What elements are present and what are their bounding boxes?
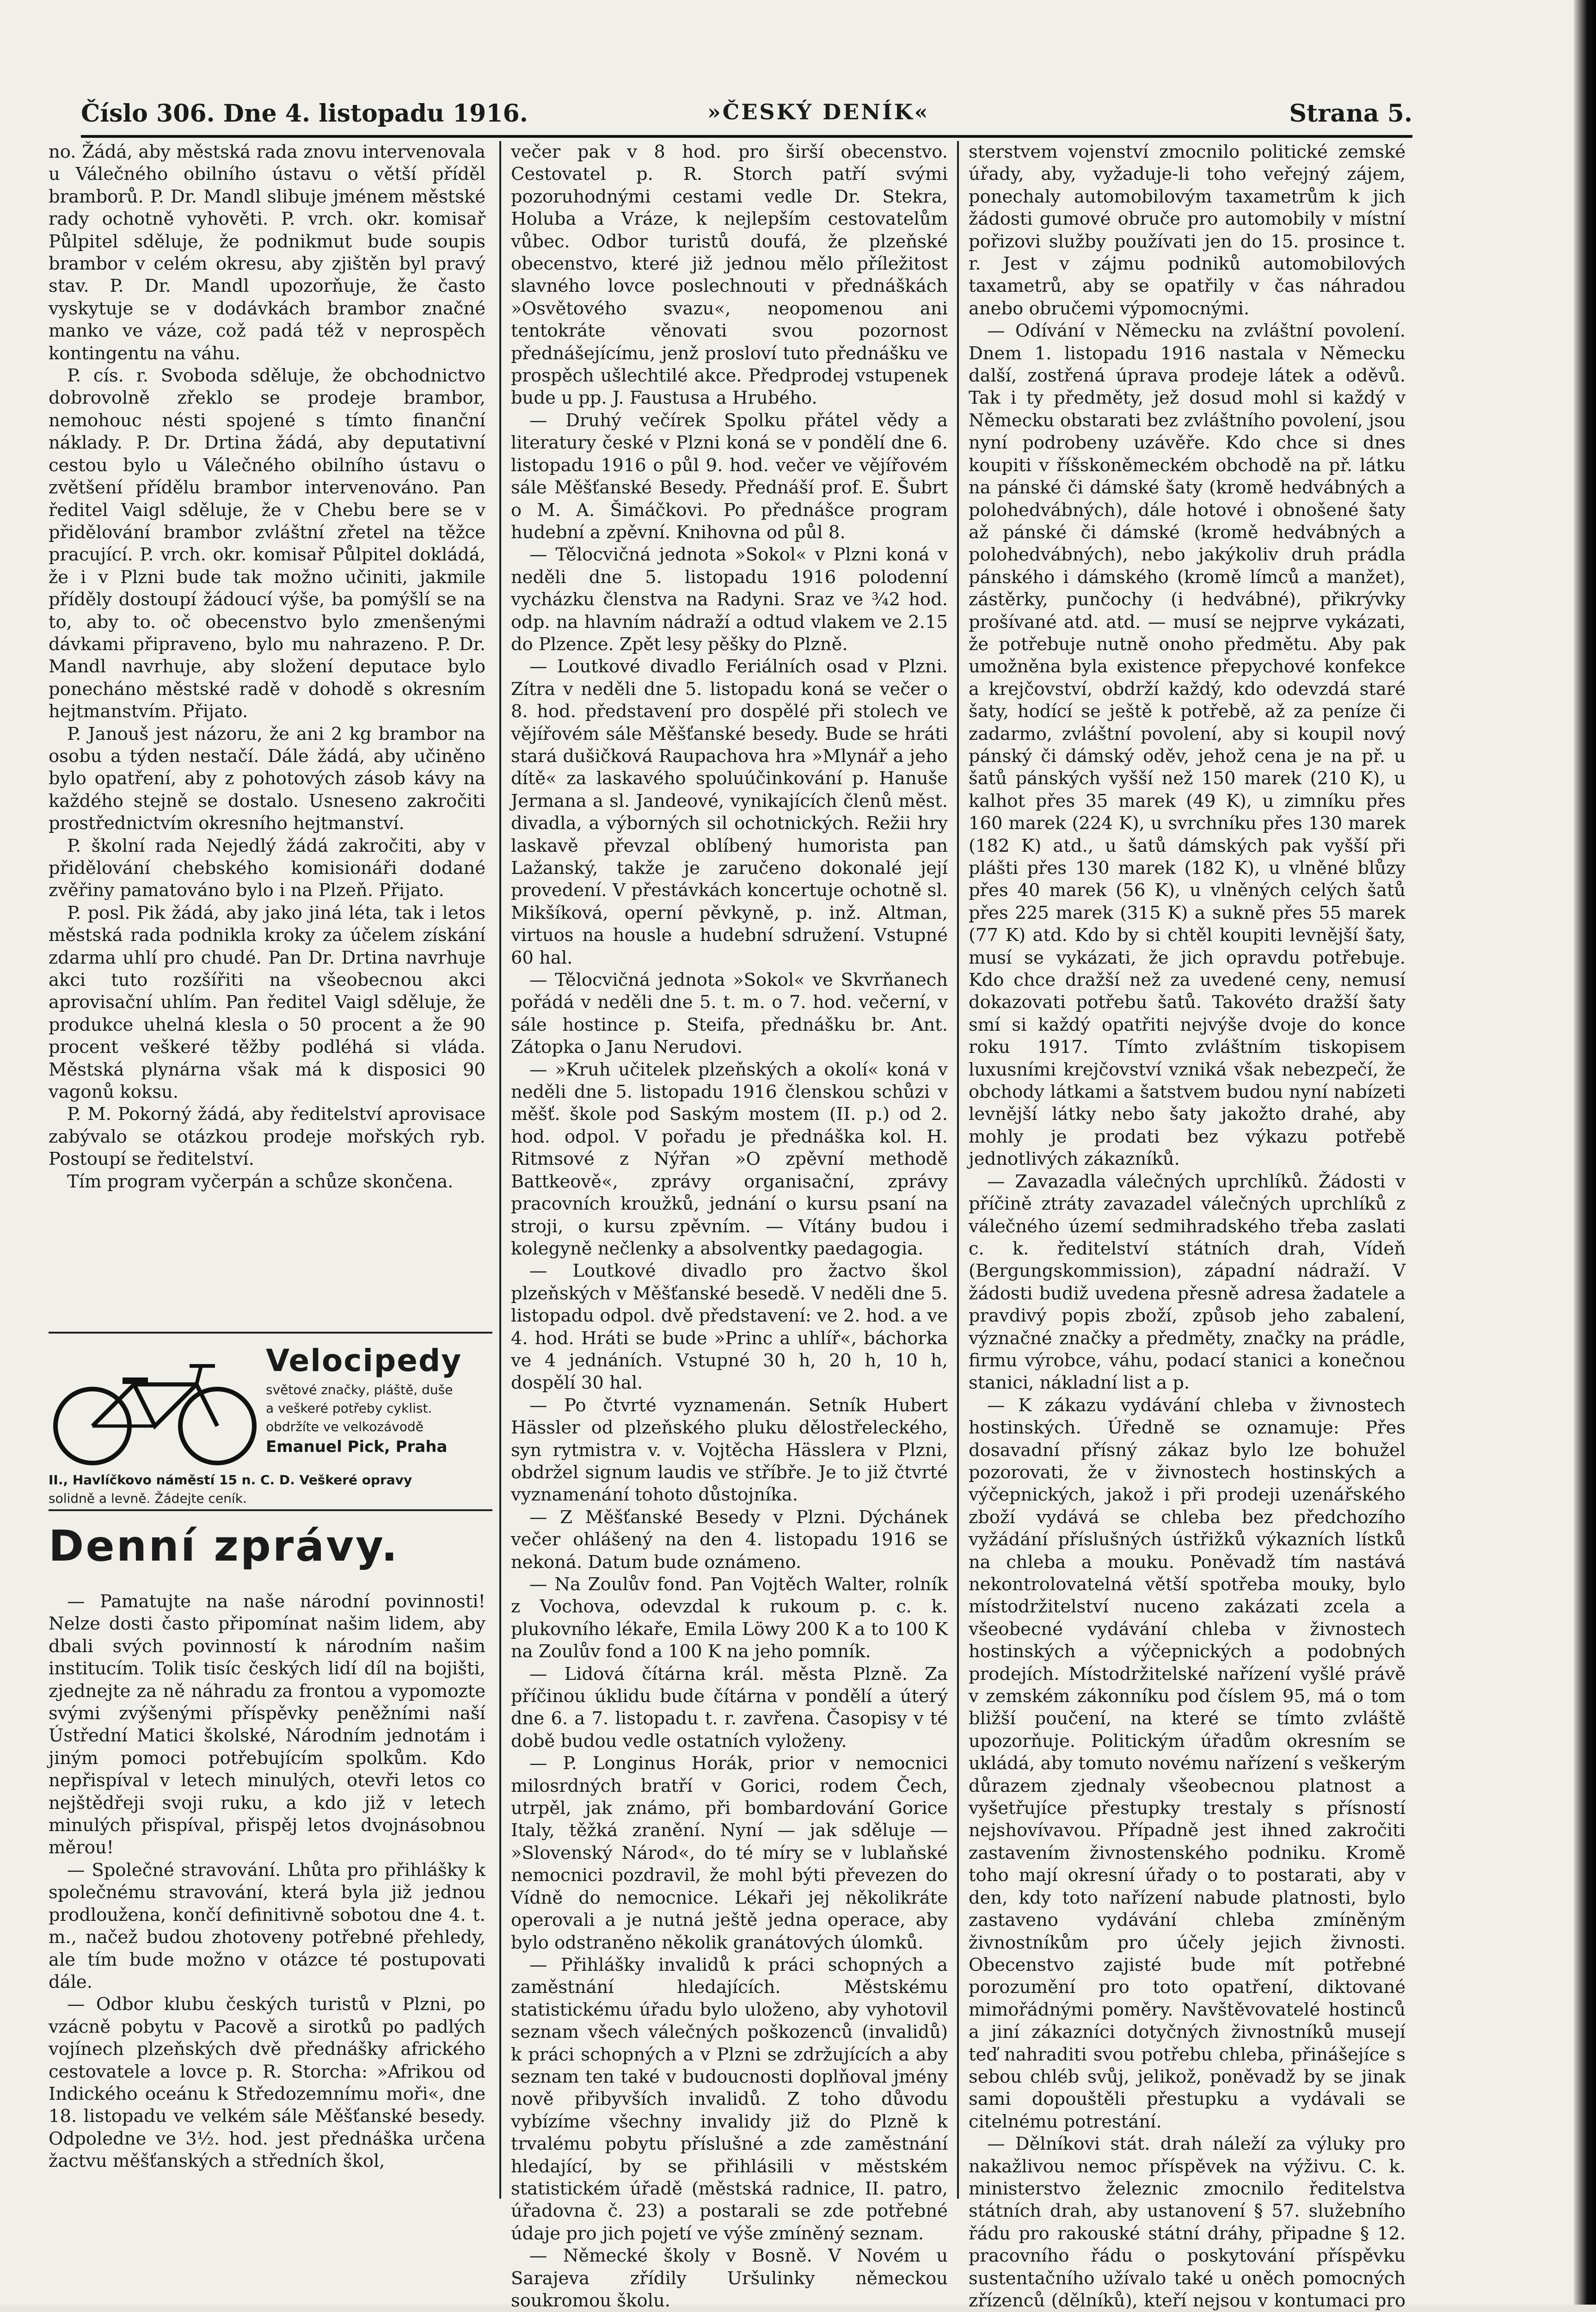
article-paragraph: P. M. Pokorný žádá, aby ředitelství aprovisace zabývalo se otázkou prodeje mořských ryb. Postoupí se ředitelství.: [49, 1104, 485, 1170]
news-item: — Společné stravování. Lhůta pro přihlášky k společnému stravování, která byla již jednou prodloužena, končí definitivně sobotou dne 4. t. m., načež budou zhotoveny potřebné přehledy, ale tím bude možno v otázce té postupovati dále.: [49, 1859, 485, 1992]
ad-text: obdržíte ve velkozávodě: [266, 1419, 424, 1434]
page-number: Strana 5.: [1289, 99, 1412, 128]
column-3: [969, 141, 1406, 2311]
masthead: »ČESKÝ DENÍK«: [707, 99, 930, 124]
article-paragraph: P. Janouš jest názoru, že ani 2 kg brambor na osobu a týden nestačí. Dále žádá, aby učiněno bylo opatření, aby z pohotových zásob kávy na každého stejně se dostalo. Usneseno zakročiti prostřednictvím okresního hejtmanství.: [49, 723, 485, 834]
news-item: — Loutkové divadlo pro žactvo škol plzeňských v Měšťanské besedě. V neděli dne 5. listopadu odpol. dvě představení: ve 2. hod. a ve 4. hod. Hráti se bude »Princ a uhlíř«, báchorka ve 4 jednáních. Vstupné 30 h, 20 h, 10 h, dospělí 30 hal.: [511, 1261, 948, 1394]
news-item: — Po čtvrté vyznamenán. Setník Hubert Hässler od plzeňského pluku dělostřeleckého, syn rytmistra v. v. Vojtěcha Hässlera v Plzni, obdržel signum laudis ve stříbře. Je to již čtvrté vyznamenání tohoto důstojníka.: [511, 1395, 948, 1506]
news-item: — Pamatujte na naše národní povinnosti! Nelze dosti často připomínat našim lidem, aby dbali svých povinností k národním našim institucím. Tolik tisíc českých lidí díl na bojišti, zjednejte za ně náhradu za frontou a vypomozte svými zvýšenými příspěvky peněžními naší Ústřední Matici školské, Národním jednotám i jiným pomoci potřebujícím spolkům. Kdo nepřispíval v letech minulých, otevři letos co nejštědřeji svoji ruku, a kdo již v letech minulých přispíval, přispěj letos dvojnásobnou měrou!: [49, 1591, 485, 1858]
ad-address: II., Havlíčkovo náměstí 15 n. C. D. Veškeré opravy: [49, 1472, 412, 1488]
column-2: [511, 141, 948, 2311]
news-item: — Dělníkovi stát. drah náleží za výluky pro nakažlivou nemoc příspěvek na výživu. C. k. ministerstvo železnic zmocnilo ředitelstva státních drah, aby ustanovení § 57. služebního řádu pro rakouské státní dráhy, připadne § 12. pracovního řádu o poskytování příspěvku sustentačního užívalo také u oněch pomocných zřízenců (dělníků), kteří nejsou v kontumaci pro: [969, 2134, 1406, 2311]
header-rule: [81, 135, 1412, 138]
news-item: — Německé školy v Bosně. V Novém u Sarajeva zřídily Uršulinky německou soukromou školu.: [511, 2245, 948, 2311]
ad-text: a veškeré potřeby cyklist.: [266, 1401, 432, 1416]
column-1-news: [49, 1591, 485, 2196]
news-item: — Odbor klubu českých turistů v Plzni, po vzácně pobytu v Pacově a sirotků po padlých vojínech plzeňských dvě přednášky afrického cestovatele a lovce p. R. Storcha: »Afrikou od Indického oceánu k Středozemnímu moři«, dne 18. listopadu ve velkém sále Měšťanské besedy. Odpoledne ve 3½. hod. jest přednáška určena žactvu měšťanských a středních škol,: [49, 1994, 485, 2172]
news-item: sterstvem vojenství zmocnilo politické zemské úřady, aby, vyžaduje-li toho veřejný zájem, ponechaly automobilovým taxametrům k jich žádosti gumové obruče pro automobily v místní pořizovi služby používati jen do 15. prosince t. r. Jest v zájmu podniků automobilových taxametrů, aby se opatřily v čas náhradou anebo obručemi výpomocnými.: [969, 141, 1406, 319]
news-item: — »Kruh učitelek plzeňských a okolí« koná v neděli dne 5. listopadu 1916 členskou schůzi v měšť. škole pod Saským mostem (II. p.) od 2. hod. odpol. V pořadu je přednáška kol. H. Ritmsové z Nýřan »O zpěvní methodě Battkeově«, zprávy organisační, zprávy pracovních kroužků, jednání o kursu psaní na stroji, o kursu zpěvním. — Vítány budou i kolegyně nečlenky a absolventky paedagogia.: [511, 1059, 948, 1259]
news-item: — Lidová čítárna král. města Plzně. Za příčinou úklidu bude čítárna v pondělí a úterý dne 6. a 7. listopadu t. r. zavřena. Časopisy v té době budou vedle ostatních vyloženy.: [511, 1663, 948, 1752]
news-item: — Loutkové divadlo Feriálních osad v Plzni. Zítra v neděli dne 5. listopadu koná se večer o 8. hod. představení pro dospělé při stolech ve vějířovém sále Měšťanské besedy. Bude se hráti stará dušičková Raupachova hra »Mlynář a jeho dítě« za laskavého spoluúčinkování p. Hanuše Jermana a sl. Jandeové, vynikajících členů měst. divadla, a výborných sil ochotnických. Režii hry laskavě převzal oblíbený humorista pan Lažanský, takže je zaručeno dokonalé její provedení. V přestávkách koncertuje ochotně sl. Mikšíková, operní pěvkyně, p. inž. Altman, virtuos na housle a hudební sdružení. Vstupné 60 hal.: [511, 656, 948, 968]
bicycle-advertisement: [49, 1332, 492, 1511]
issue-date: Dne 4. listopadu 1916.: [223, 99, 528, 128]
news-item: — Druhý večírek Spolku přátel vědy a literatury české v Plzni koná se v pondělí dne 6. listopadu 1916 o půl 9. hod. večer ve vějířovém sále Měšťanské Besedy. Přednáší prof. E. Šubrt o M. A. Šimáčkovi. Po přednášce program hudební a zpěvní. Knihovna od půl 8.: [511, 410, 948, 543]
page-header: [81, 95, 1412, 136]
column-1: [49, 141, 485, 1325]
article-paragraph: Tím program vyčerpán a schůze skončena.: [67, 1171, 454, 1192]
column-divider: [957, 141, 959, 2199]
news-item: — Tělocvičná jednota »Sokol« v Plzni koná v neděli dne 5. listopadu 1916 polodenní vycházku členstva na Radyni. Sraz ve ¾2 hod. odp. na hlavním nádraží a odtud vlakem ve 2.15 do Plzence. Zpět lesy pěšky do Plzně.: [511, 544, 948, 655]
page-edge-shadow: [1574, 0, 1596, 2305]
news-item: — Na Zoulův fond. Pan Vojtěch Walter, rolník z Vochova, odevzdal k rukoum p. c. k. plukovního lékaře, Emila Löwy 200 K a to 100 K na Zoulův fond a 100 K na jeho pomník.: [511, 1574, 948, 1662]
article-paragraph: P. cís. r. Svoboda sděluje, že obchodnictvo dobrovolně zřeklo se prodeje brambor, nemohouc nésti spojené s tímto finanční náklady. P. Dr. Drtina žádá, aby deputativní cestou bylo u Válečného obilního ústavu o zvětšení přídělu brambor intervenováno. Pan ředitel Vaigl sděluje, že v Chebu bere se v přidělování brambor zvláštní zřetel na těžce pracující. P. vrch. okr. komisař Půlpitel dokládá, že i v Plzni bude tak možno učiniti, jakmile příděly dostoupí žádoucí výše, ba pomýšlí se na to, aby to. oč obecenstvo bylo zmenšenými dávkami připraveno, bylo mu nahrazeno. P. Dr. Mandl navrhuje, aby složení deputace bylo ponecháno městské radě v dohodě s okresním hejtmanstvím. Přijato.: [49, 365, 485, 722]
news-item: večer pak v 8 hod. pro širší obecenstvo. Cestovatel p. R. Storch patří svými pozoruhodnými cestami vedle Dr. Stekra, Holuba a Vráze, k nejlepším cestovatelům vůbec. Odbor turistů doufá, že plzeňské obecenstvo, které již jednou mělo příležitost slavného lovce poslechnouti v přednáškách »Osvětového svazu«, neopomenou ani tentokráte věnovati svou pozornost přednášejícímu, jenž prosloví tuto přednášku ve prospěch ušlechtilé akce. Předprodej vstupenek bude u pp. J. Faustusa a Hrubého.: [511, 141, 948, 409]
ad-firm: Emanuel Pick, Praha: [266, 1438, 448, 1456]
column-divider: [499, 141, 501, 2199]
news-item: — K zákazu vydávání chleba v živnostech hostinských. Úředně se oznamuje: Přes dosavadní přísný zákaz bylo lze bohužel pozorovati, že v živnostech hostinských a výčepnických, jakož i při prodeji uzenářského zboží vydává se chleba bez předchozího vyžádání příslušných ústřižků výkazních lístků na chleba a mouku. Poněvadž tím nastává nekontrolovatelná větší spotřeba mouky, bylo místodržitelství nuceno zakázati zcela a všeobecné vydávání chleba v živnostech hostinských a výčepnických a podobných prodejích. Místodržitelské nařízení vyšlé právě v zemském zákonníku pod číslem 95, má o tom bližší poučení, na které se tímto zvláště upozorňuje. Politickým úřadům okresním se ukládá, aby tomuto novému nařízení s veškerým důrazem zjednaly všeobecnou platnost a vyšetřujíce přestupky trestaly s přísností nejshovívavou. Případně jest ihned zakročiti zastavením živnostenského podniku. Kromě toho mají okresní úřady o to postarati, aby v den, kdy toto nařízení nabude platnosti, bylo zastaveno vydávání chleba zmíněným živnostníkům pro účely jejich živnosti. Obecenstvo zajisté bude mít potřebné porozumění pro toto opatření, diktované mimořádnými poměry. Navštěvovatelé hostinců a jiní zákazníci dotyčných živnostníků musejí teď nahraditi svou potřebu chleba, přinášejíce s sebou chléb svůj, jelikož, poněvadž by se jinak sami dopouštěli přestupku a vydávali se citelnému potrestání.: [969, 1395, 1406, 2132]
news-item: — Odívání v Německu na zvláštní povolení. Dnem 1. listopadu 1916 nastala v Německu další, zostřená úprava prodeje látek a oděvů. Tak i ty předměty, jež dosud mohl si každý v Německu obstarati bez zvláštního povolení, jsou nyní podrobeny uzávěře. Kdo chce si dnes koupiti v říšskoněmeckém obchodě na př. látku na pánské či dámské šaty (kromě hedvábných a polohedvábných), dále hotové i obnošené šaty až pánské či dámské (kromě hedvábných a polohedvábných), nebo jakýkoliv druh prádla pánského i dámského (kromě límců a manžet), zástěrky, punčochy (i hedvábné), přikrývky prošívané atd. atd. — musí se nejprve vykázati, že potřebuje nutně onoho předmětu. Aby pak umožněna byla existence přepychové konfekce a krejčovství, obdrží každý, kdo odevzdá staré šaty, hodící se ještě k potřebě, až za peníze či zadarmo, zvláštní povolení, aby si koupil nový pánský či dámský oděv, jehož cena je na př. u šatů pánských vyšší než 150 marek (210 K), u kalhot přes 35 marek (49 K), u zimníku přes 160 marek (224 K), u svrchníku přes 130 marek (182 K) atd., u šatů dámských pak vyšší při plášti přes 130 marek (182 K), u vlněné blůzy přes 40 marek (56 K), u vlněných celých šatů přes 225 marek (315 K) a sukně přes 55 marek (77 K) atd. Kdo by si chtěl koupiti levnější šaty, musí se vykázati, že jich opravdu potřebuje. Kdo chce dražší než za uvedené ceny, nemusí dokazovati potřebu šatů. Takovéto dražší šaty smí si každý opatřiti nejvýše dvoje do konce roku 1917. Tímto zvláštním tiskopisem luxusními krejčovství vzniká však nebezpečí, že obchody látkami a šatstvem budou nyní nabízeti levnější látky nebo šaty jakožto drahé, aby mohly je prodati bez výkazu potřebě jednotlivých zákazníků.: [969, 320, 1406, 1170]
news-item: — Tělocvičná jednota »Sokol« ve Skvrňanech pořádá v neděli dne 5. t. m. o 7. hod. večerní, v sále hostince p. Steifa, přednášku br. Ant. Zátopka o Janu Nerudovi.: [511, 970, 948, 1058]
article-paragraph: P. posl. Pik žádá, aby jako jiná léta, tak i letos městská rada podnikla kroky za účelem získání zdarma uhlí pro chudé. Pan Dr. Drtina navrhuje akci tuto rozšířiti na všeobecnou akci aprovisační uhlím. Pan ředitel Vaigl sděluje, že produkce uhelná klesla o 50 procent a že 90 procent veškeré těžby podléhá si vláda. Městská plynárna však má k disposici 90 vagonů koksu.: [49, 902, 485, 1103]
ad-text: světové značky, pláště, duše: [266, 1382, 453, 1397]
article-paragraph: no. Žádá, aby městská rada znovu intervenovala u Válečného obilního ústavu o větší příděl bramborů. P. Dr. Mandl slibuje jménem městské rady ochotně vyhověti. P. vrch. okr. komisař Půlpitel sděluje, že podnikmut bude soupis brambor v celém okresu, aby zjištěn byl pravý stav. P. Dr. Mandl upozorňuje, že často vyskytuje se v dodávkách brambor značné manko ve váze, což padá též v neprospěch kontingentu na váhu.: [49, 141, 485, 364]
news-item: — Z Měšťanské Besedy v Plzni. Dýchánek večer ohlášený na den 4. listopadu 1916 se nekoná. Datum bude oznámeno.: [511, 1506, 948, 1573]
news-item: — Přihlášky invalidů k práci schopných a zaměstnání hledajících. Městskému statistickému úřadu bylo uloženo, aby vyhotovil seznam všech válečných poškozenců (invalidů) k práci schopných a v Plzni se zdržujících a aby seznam ten také v budoucnosti doplňoval jmény nově přibyvších invalidů. Z toho důvodu vybízíme všechny invalidy již do Plzně k trvalému pobytu příslušné a zde zaměstnání hledající, by se přihlásili v městském statistickém úřadě (městská radnice, II. patro, úřadovna č. 23) a postarali se zde potřebné údaje pro jich pojetí ve výše zmíněný seznam.: [511, 1954, 948, 2244]
ad-title: Velocipedy: [266, 1343, 462, 1378]
header-issue-date: [81, 99, 528, 128]
issue-number: Číslo 306.: [81, 99, 215, 128]
bicycle-icon: [49, 1352, 261, 1468]
ad-note: solidně a levně. Žádejte ceník.: [49, 1491, 247, 1506]
article-paragraph: P. školní rada Nejedlý žádá zakročiti, aby v přidělování chebského komisionáři dodané zvěřiny pamatováno bylo i na Plzeň. Přijato.: [49, 835, 485, 901]
section-heading: Denní zprávy.: [49, 1521, 399, 1571]
news-item: — P. Longinus Horák, prior v nemocnici milosrdných bratří v Gorici, rodem Čech, utrpěl, jak známo, při bombardování Gorice Italy, těžká zranění. Nyní — jak sděluje — »Slovenský Národ«, do té míry se v lublaňské nemocnici pozdravil, že mohl býti převezen do Vídně do nemocnice. Lékaři jej několikráte operovali a je nutná ještě jedna operace, aby bylo odstraněno několik granátových úlomků.: [511, 1753, 948, 1953]
news-item: — Zavazadla válečných uprchlíků. Žádosti v příčině ztráty zavazadel válečných uprchlíků z válečného území sedmihradského třeba zaslati c. k. ředitelství státních drah, Vídeň (Bergungskommission), západní nádraží. V žádosti budiž uvedena přesně adresa žadatele a pravdivý popis zboží, způsob jeho zabalení, význačné značky a předměty, značky na prádle, firmu výrobce, váhu, podací stanici a konečnou stanici, nákladní list a p.: [969, 1171, 1406, 1394]
